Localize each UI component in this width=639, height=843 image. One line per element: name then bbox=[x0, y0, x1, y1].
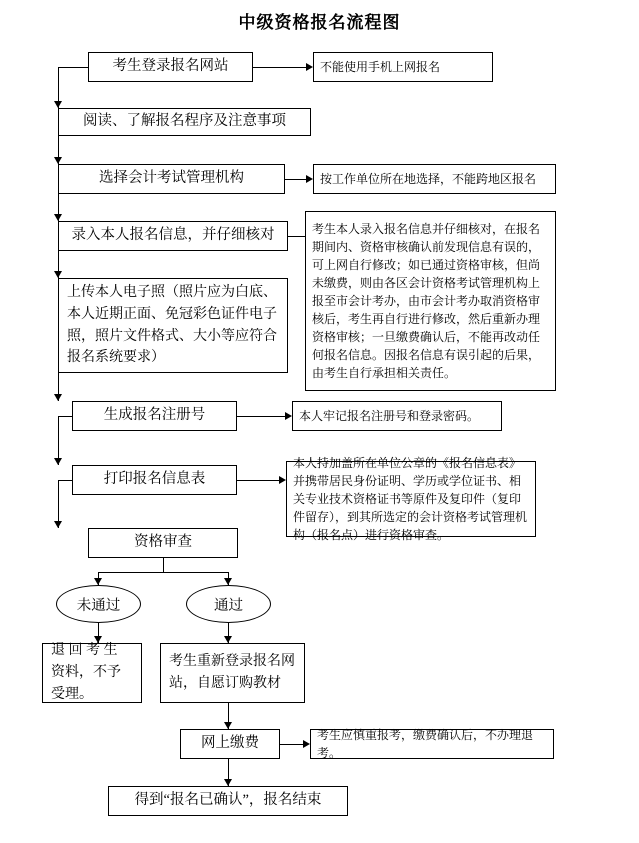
node-input-info: 录入本人报名信息，并仔细核对 bbox=[58, 221, 288, 251]
node-login: 考生登录报名网站 bbox=[88, 52, 253, 82]
node-fail: 未通过 bbox=[56, 585, 141, 623]
page-title: 中级资格报名流程图 bbox=[238, 13, 401, 32]
connector-register-note bbox=[237, 416, 285, 417]
node-print-form: 打印报名信息表 bbox=[72, 465, 237, 495]
connector-print-note bbox=[237, 480, 279, 481]
connector-org-note bbox=[285, 179, 306, 180]
arrowhead-confirmed bbox=[224, 779, 232, 786]
arrowhead-review bbox=[54, 521, 62, 528]
arrowhead-org-note bbox=[306, 175, 313, 183]
node-register-no: 生成报名注册号 bbox=[72, 401, 237, 431]
note-register-no: 本人牢记报名注册号和登录密码。 bbox=[292, 401, 502, 431]
connector-review-split-h bbox=[98, 572, 228, 573]
arrowhead-register-note bbox=[285, 412, 292, 420]
node-confirmed: 得到“报名已确认”，报名结束 bbox=[108, 786, 348, 816]
arrowhead-pass-result bbox=[224, 636, 232, 643]
arrowhead-read bbox=[54, 101, 62, 108]
note-login: 不能使用手机上网报名 bbox=[313, 52, 493, 82]
arrowhead-login-note bbox=[306, 63, 313, 71]
arrowhead-pay bbox=[224, 722, 232, 729]
connector-input-note bbox=[288, 236, 306, 237]
note-online-pay: 考生应慎重报考，缴费确认后，不办理退考。 bbox=[310, 729, 554, 759]
node-choose-org: 选择会计考试管理机构 bbox=[58, 164, 285, 194]
arrowhead-register bbox=[54, 394, 62, 401]
arrowhead-print bbox=[54, 458, 62, 465]
note-input-info: 考生本人录入报名信息并仔细核对，在报名期间内、资格审核确认前发现信息有误的，可上网自行修改；如已通过资格审核，但尚未缴费，则由各区会计资格考试管理机构上报至市会计考办，由市会计考办取消资格审核后，考生再自行进行修改，然后重新办理资格审核；一旦缴费确认后，不能再改动任何报名信息。因报名信息有误引起的后果，由考生自行承担相关责任。 bbox=[305, 211, 556, 391]
note-print-form: 本人持加盖所在单位公章的《报名信息表》并携带居民身份证明、学历或学位证书、相关专业技术资格证书等原件及复印件（复印件留存），到其所选定的会计资格考试管理机构（报名点）进行资格审查。 bbox=[286, 461, 536, 537]
arrowhead-input bbox=[54, 214, 62, 221]
node-pass: 通过 bbox=[186, 585, 271, 623]
arrowhead-upload bbox=[54, 271, 62, 278]
note-choose-org: 按工作单位所在地选择，不能跨地区报名 bbox=[313, 164, 556, 194]
connector-register-print-h bbox=[58, 416, 72, 417]
connector-login-read-h bbox=[58, 67, 88, 68]
node-read: 阅读、了解报名程序及注意事项 bbox=[58, 108, 311, 136]
arrowhead-pass bbox=[224, 578, 232, 585]
node-upload-photo-label: 上传本人电子照（照片应为白底、本人近期正面、免冠彩色证件电子照，照片文件格式、大小等应符合报名系统要求） bbox=[67, 285, 277, 366]
arrowhead-org bbox=[54, 157, 62, 164]
node-pass-result: 考生重新登录报名网站，自愿订购教材 bbox=[160, 643, 305, 703]
node-online-pay: 网上缴费 bbox=[180, 729, 280, 759]
arrowhead-fail bbox=[94, 578, 102, 585]
connector-login-note bbox=[253, 67, 306, 68]
connector-pay-note bbox=[280, 744, 303, 745]
connector-review-split-v bbox=[163, 558, 164, 572]
node-review: 资格审查 bbox=[88, 528, 238, 558]
arrowhead-pay-note bbox=[303, 740, 310, 748]
arrowhead-print-note bbox=[279, 476, 286, 484]
node-upload-photo bbox=[58, 278, 288, 373]
node-fail-result: 退 回 考 生 资料，不予 受理。 bbox=[42, 643, 142, 703]
connector-print-review-h bbox=[58, 480, 72, 481]
